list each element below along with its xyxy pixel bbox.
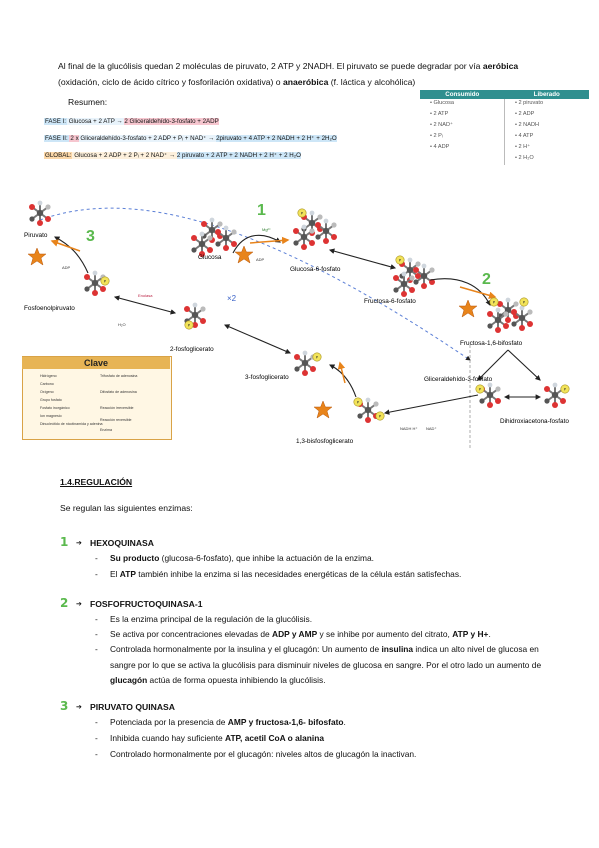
text: El	[110, 569, 120, 579]
fase2-multiplier: 2 x	[68, 135, 79, 142]
bold-text: ADP y AMP	[272, 629, 318, 639]
cell: • 2 piruvato	[515, 100, 544, 106]
mark-2: 2	[482, 271, 491, 288]
table-row	[420, 121, 589, 132]
cell: • 2 ADP	[515, 111, 535, 117]
cell: • 4 ATP	[515, 133, 534, 139]
hexoquinasa-arrow	[233, 235, 280, 253]
intro-bold-anaerobica: anaeróbica	[282, 77, 329, 87]
atp-icon	[235, 246, 253, 263]
global-equation	[44, 151, 301, 160]
cell: • 4 ADP	[420, 143, 505, 154]
label-bpg13: 1,3-bisfosfoglicerato	[296, 438, 354, 445]
key-item: Reacción reversible	[100, 418, 132, 422]
section-heading	[60, 477, 132, 487]
g3pdh-arrow	[385, 395, 478, 413]
text: Es la enzima principal de la regulación de la glucólisis.	[110, 614, 313, 624]
cell	[420, 154, 505, 165]
section-number: 1.4.	[60, 477, 75, 487]
enzyme-mark: 3	[60, 699, 69, 713]
text: y se inhibe por aumento del citrato,	[317, 629, 453, 639]
pep-molecule	[84, 271, 109, 296]
bold-text: ATP y H+	[452, 629, 489, 639]
key-item: Carbono	[40, 382, 54, 386]
enzyme-arrow	[250, 240, 288, 243]
cell: • 2 H₂O	[515, 155, 534, 161]
enolasa-label: Enolasa	[138, 293, 153, 298]
label-g3p: Gliceraldehído-3-fosfato	[424, 376, 493, 383]
table-row	[420, 132, 589, 143]
atp-icon	[314, 401, 332, 418]
enzyme-mark: 1	[60, 535, 69, 549]
fase2-tag: FASE II:	[45, 135, 68, 142]
label-g6p: Glucosa-6-fosfato	[290, 266, 341, 273]
intro-text-2: (oxidación, ciclo de ácido cítrico y fosforilación oxidativa) o	[58, 77, 283, 87]
h2o-label: H₂O	[118, 322, 126, 327]
text: .	[488, 629, 491, 639]
g3p-molecule	[476, 383, 501, 408]
text: también inhibe la enzima si las necesidades energéticas de la célula están satisfechas.	[135, 569, 462, 579]
enzyme-mark: 2	[60, 596, 69, 610]
atp-icon	[28, 248, 46, 265]
table-row	[420, 154, 589, 165]
mark-3: 3	[86, 228, 95, 245]
cell: • 2 NAD⁺	[420, 121, 505, 132]
enzyme-arrow	[52, 241, 80, 251]
text: .	[343, 717, 346, 727]
col-consumido: Consumido	[420, 90, 505, 99]
nad-label: NAD⁺	[426, 426, 437, 431]
global-tag: GLOBAL:	[45, 152, 72, 159]
text: Controlada hormonalmente por la insulina y el glucagón: Un aumento de	[110, 644, 382, 654]
pgk-arrow	[330, 365, 356, 397]
bold-text: Su producto	[110, 553, 160, 563]
atp-icon	[459, 300, 477, 317]
text: (glucosa-6-fosfato), que inhibe la actuación de la enzima.	[159, 553, 374, 563]
text: actúa de forma opuesta inhibiendo la glucólisis.	[147, 675, 326, 685]
label-f6p: Fructosa-6-fosfato	[364, 298, 416, 305]
enzyme-name: FOSFOFRUCTOQUINASA-1	[90, 599, 203, 609]
x2-label: ×2	[227, 294, 237, 303]
intro-text-1: Al final de la glucólisis quedan 2 moléculas de piruvato, 2 ATP y 2NADH. El piruvato se puede degradar por vía	[58, 61, 483, 71]
aldolase-arrow-right	[508, 350, 540, 380]
fase1-tag: FASE I:	[45, 118, 66, 125]
enolasa-arrow	[115, 297, 175, 313]
bold-text: insulina	[381, 644, 414, 654]
section-title: REGULACIÓN	[74, 477, 133, 487]
label-pg3: 3-fosfoglicerato	[245, 374, 289, 381]
bold-text: ATP	[119, 569, 136, 579]
pfk1-arrow	[430, 279, 490, 305]
text: Potenciada por la presencia de	[110, 717, 228, 727]
pgm-arrow	[225, 325, 290, 353]
mg-label: Mg²⁺	[262, 227, 271, 232]
key-item: Hidrógeno	[40, 374, 57, 378]
mark-1: 1	[257, 202, 266, 219]
intro-text-3: (f. láctica y alcohólica)	[328, 77, 416, 87]
key-item: Dinucleótido de nicotinamida y adenina	[40, 422, 103, 426]
key-title: Clave	[22, 357, 170, 369]
text: Inhibida cuando hay suficiente	[110, 733, 226, 743]
pk-arrow	[55, 237, 88, 273]
key-item: Trifosfato de adenosina	[100, 374, 138, 378]
bold-text: glucagón	[110, 675, 148, 685]
adp-label: ADP	[256, 257, 265, 262]
key-item: Reacción irreversible	[100, 406, 134, 410]
cell: • Glucosa	[420, 99, 505, 110]
text: indica un alto nivel de glucosa en sangre por lo que se activa la glucólisis para disminuir niveles de glucosa en sangre. Por el otro lado un aumento de	[110, 644, 542, 670]
key-item: Ion magnesio	[40, 414, 62, 418]
intro-bold-aerobica: aeróbica	[482, 61, 519, 71]
arrow-bullet-icon: ➔	[76, 704, 82, 711]
col-liberado: Liberado	[505, 90, 590, 99]
label-piruvato: Piruvato	[24, 232, 48, 239]
label-f16bp: Fructosa-1,6-bifosfato	[460, 340, 523, 347]
summary-table	[420, 90, 589, 165]
bold-text: ATP, acetil CoA o alanina	[225, 733, 324, 743]
bpg13-molecule	[354, 398, 384, 423]
label-pep: Fosfoenolpiruvato	[24, 305, 75, 312]
section-subtitle: Se regulan las siguientes enzimas:	[60, 503, 193, 513]
text: Controlado hormonalmente por el glucagón: niveles altos de glucagón la inactivan.	[110, 749, 417, 759]
g6p-molecule	[293, 209, 337, 250]
enzyme-name: PIRUVATO QUINASA	[90, 702, 175, 712]
glucosa-molecule	[191, 218, 237, 257]
enzyme-name: HEXOQUINASA	[90, 538, 154, 548]
fase2-right: 2piruvato + 4 ATP + 2 NADH + 2 H⁺ + 2H₂O	[216, 135, 337, 142]
label-glucosa: Glucosa	[198, 254, 222, 261]
bold-text: AMP y fructosa-1,6- bifosfato	[227, 717, 344, 727]
fase1-equation	[44, 117, 219, 126]
dhap-molecule	[544, 383, 569, 408]
arrow-bullet-icon: ➔	[76, 540, 82, 547]
pg3-molecule	[294, 351, 321, 376]
f16bp-molecule	[487, 298, 533, 333]
intro-paragraph	[58, 58, 558, 90]
fase1-left: Glucosa + 2 ATP →	[66, 118, 125, 125]
fase2-left: Gliceraldehído-3-fosfato + 2 ADP + Pᵢ + NAD⁺ →	[78, 135, 217, 142]
table-row	[420, 143, 589, 154]
label-pg2: 2-fosfoglicerato	[170, 346, 214, 353]
table-row	[420, 99, 589, 110]
global-left: Glucosa + 2 ADP + 2 Pᵢ + 2 NAD⁺ →	[72, 152, 177, 159]
fase2-equation	[44, 134, 337, 143]
cell: • 2 ATP	[420, 110, 505, 121]
cell: • 2 Pᵢ	[420, 132, 505, 143]
text: Se activa por concentraciones elevadas de	[110, 629, 273, 639]
key-item: Grupo fosfato	[40, 398, 62, 402]
pg2-molecule	[184, 303, 206, 330]
key-item: Oxígeno	[40, 390, 54, 394]
fase1-right: 2 Gliceraldehído-3-fosfato + 2ADP	[124, 118, 219, 125]
table-row	[420, 110, 589, 121]
adp-label: ADP	[62, 265, 71, 270]
f6p-molecule	[393, 256, 435, 297]
arrow-bullet-icon: ➔	[76, 601, 82, 608]
resumen-title: Resumen:	[68, 97, 108, 107]
cell: • 2 NADH	[515, 122, 540, 128]
label-dhap: Dihidroxiacetona-fosfato	[500, 418, 569, 425]
piruvato-molecule	[29, 201, 51, 226]
key-item: Enzima	[100, 428, 112, 432]
key-item: Fosfato inorgánico	[40, 406, 70, 410]
global-right: 2 piruvato + 2 ATP + 2 NADH + 2 H⁺ + 2 H₂O	[176, 152, 301, 159]
key-item: Difosfato de adenosina	[100, 390, 137, 394]
nadh-label: NADH H⁺	[400, 426, 418, 431]
cell: • 2 H⁺	[515, 144, 531, 150]
